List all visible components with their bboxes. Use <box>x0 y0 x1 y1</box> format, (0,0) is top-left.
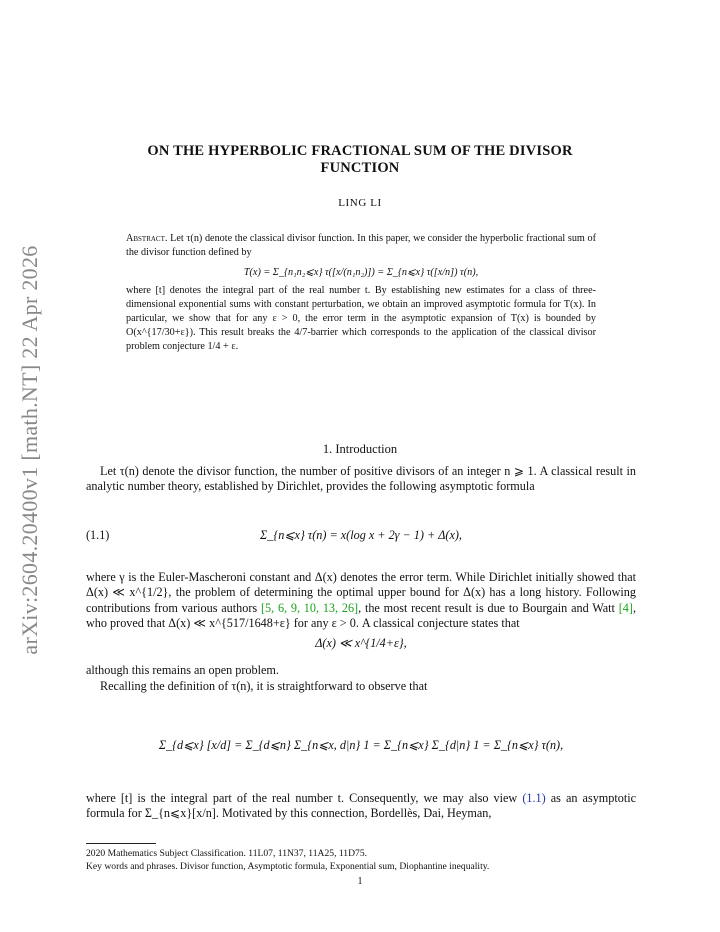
abstract-text-1 <box>126 232 596 260</box>
equation-1-1-math: Σ_{n⩽x} τ(n) = x(log x + 2γ − 1) + Δ(x), <box>260 528 462 542</box>
paragraph-3: although this remains an open problem. <box>86 663 279 677</box>
equation-number: (1.1) <box>86 528 110 542</box>
paragraph-2-text-b: , the most recent result is due to Bourgain and Watt <box>358 600 615 615</box>
paper-title <box>100 143 620 177</box>
abstract-text-2: where [t] denotes the integral part of the real number t. By establishing new estimates for a class of three-dimensional exponential sums with constant perturbation, we obtain an improved asymptotic formula for T(x). In particular, we show that for any ε > 0, the error term in the asymptotic expansion of T(x) is bounded by O(x^{17/30+ε}). This result breaks the 4/7-barrier which corresponds to the application of the classical divisor problem conjecture 1/4 + ε. <box>126 285 596 352</box>
footnote-msc: 2020 Mathematics Subject Classification. 11L07, 11N37, 11A25, 11D75. <box>86 848 368 859</box>
section-heading: 1. Introduction <box>322 442 398 456</box>
paragraph-5-text-b: as an asymptotic formula for Σ_{n⩽x}[x/n]. Motivated by this connection, Bordellès, Dai, Heyman, <box>86 791 637 821</box>
title-line-1: ON THE HYPERBOLIC FRACTIONAL SUM OF THE DIVISOR <box>147 143 573 159</box>
paragraph-2-text-a: where γ is the Euler-Mascheroni constant and Δ(x) denotes the error term. While Dirichlet initially showed that Δ(x) ≪ x^{1/2}, the problem of determining the optimal upper bound for Δ(x) has a long history. Following contributions from various authors <box>86 570 636 615</box>
paragraph-4: Recalling the definition of τ(n), it is straightforward to observe that <box>100 679 428 693</box>
arxiv-identifier: arXiv:2604.20400v1 [math.NT] 22 Apr 2026 <box>17 245 42 655</box>
equation-conjecture-math: Δ(x) ≪ x^{1/4+ε}, <box>315 636 407 650</box>
paragraph-5 <box>86 791 636 822</box>
paragraph-2-text-c: , who proved that Δ(x) ≪ x^{517/1648+ε} for any ε > 0. A classical conjecture states that <box>86 600 637 630</box>
author-name: LING LI <box>338 197 382 209</box>
abstract <box>126 232 596 354</box>
paragraph-2 <box>86 570 636 631</box>
equation-1-1 <box>86 528 636 548</box>
equation-ref-link[interactable]: (1.1) <box>522 791 546 805</box>
paragraph-1: Let τ(n) denote the divisor function, the number of positive divisors of an integer n ⩾ 1. A classical result in analytic number theory, established by Dirichlet, provides the following asymptotic formula <box>86 464 636 494</box>
equation-sum-identity <box>86 738 636 758</box>
footnote-keywords: Key words and phrases. Divisor function, Asymptotic formula, Exponential sum, Diophantine inequality. <box>86 861 490 872</box>
citation-link-group[interactable]: [5, 6, 9, 10, 13, 26] <box>260 600 359 615</box>
citation-link-bourgain-watt[interactable]: [4] <box>618 600 633 615</box>
paragraph-5-text-a: where [t] is the integral part of the real number t. Consequently, we may also view <box>86 791 518 805</box>
page-number: 1 <box>357 876 363 887</box>
equation-sum-identity-math: Σ_{d⩽x} [x/d] = Σ_{d⩽n} Σ_{n⩽x, d|n} 1 = Σ_{n⩽x} Σ_{d|n} 1 = Σ_{n⩽x} τ(n), <box>158 738 564 752</box>
footnote-rule <box>86 843 156 844</box>
abstract-intro: Let τ(n) denote the classical divisor function. In this paper, we consider the hyperbolic fractional sum of the divisor function defined by <box>126 233 597 258</box>
abstract-label: Abstract. <box>126 233 168 244</box>
abstract-display-equation: T(x) = Σ_{n₁n₂⩽x} τ([x/(n₁n₂)]) = Σ_{n⩽x} τ([x/n]) τ(n), <box>243 267 479 278</box>
arxiv-sidebar <box>10 240 50 660</box>
equation-conjecture <box>86 636 636 656</box>
title-line-2: FUNCTION <box>320 160 400 176</box>
